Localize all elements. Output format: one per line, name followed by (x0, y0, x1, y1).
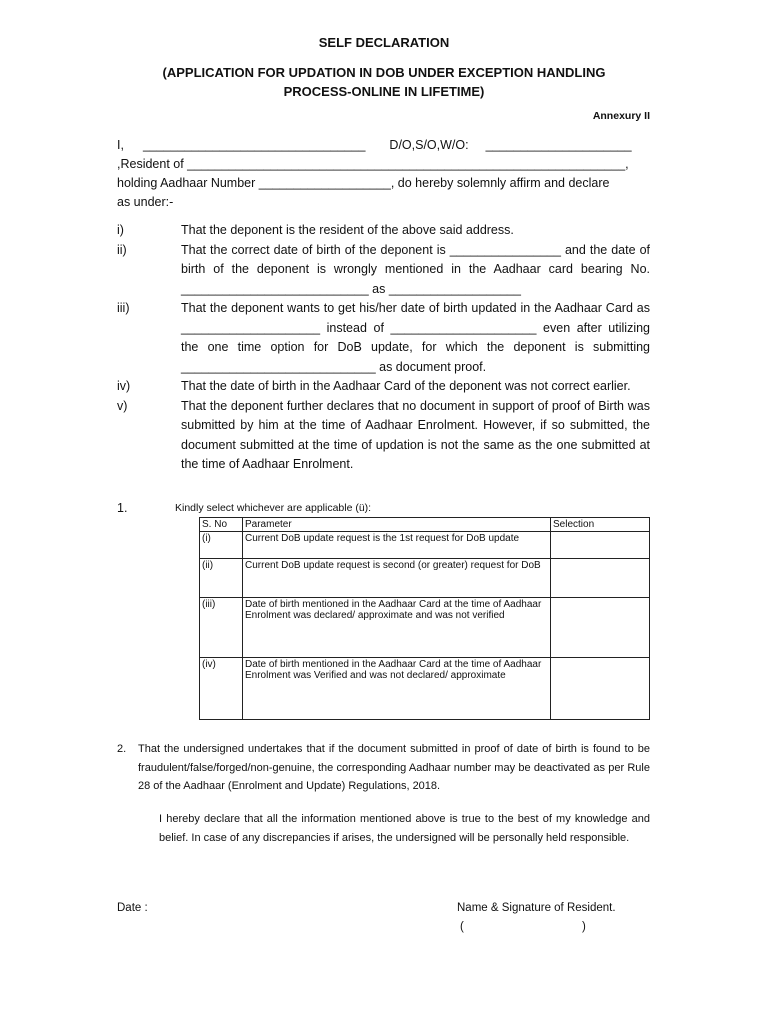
date-label: Date : (117, 902, 148, 914)
list-item (117, 221, 650, 241)
final-declaration: I hereby declare that all the information mentioned above is true to the best of my knowledge and belief. In case of any discrepancies if arises, the undersigned will be personally held responsible. (159, 813, 650, 844)
table-header-row (200, 518, 650, 532)
section-2-text: That the undersigned undertakes that if the document submitted in proof of date of birth is found to be fraudulent/false/forged/non-genuine, the corresponding Aadhaar number may be deactivated as per Rule 28 of the Aadhaar (Enrolment and Update) Regulations, 2018. (138, 743, 650, 792)
row-parameter: Current DoB update request is the 1st request for DoB update (243, 532, 551, 559)
intro-i: I, (117, 138, 124, 152)
header-sno: S. No (200, 518, 243, 532)
row-sno: (ii) (200, 559, 243, 598)
header-parameter: Parameter (243, 518, 551, 532)
selection-cell[interactable] (551, 559, 650, 598)
relation-blank: _____________________ (485, 138, 632, 152)
row-sno: (iv) (200, 658, 243, 720)
applicability-table (199, 517, 650, 720)
row-parameter: Date of birth mentioned in the Aadhaar Card at the time of Aadhaar Enrolment was Verified and was not declared/ approximate (243, 658, 551, 720)
list-item (117, 299, 650, 377)
table-row (200, 559, 650, 598)
relation-label: D/O,S/O,W/O: (389, 138, 469, 152)
name-blank: ________________________________ (142, 138, 366, 152)
list-item (117, 241, 650, 300)
row-sno: (iii) (200, 598, 243, 658)
table-caption: Kindly select whichever are applicable (ü): (175, 502, 372, 514)
page-title: SELF DECLARATION (318, 35, 450, 50)
section-1-number: 1. (117, 501, 128, 515)
item-number: v) (117, 398, 128, 413)
page-subtitle: (APPLICATION FOR UPDATION IN DOB UNDER EXCEPTION HANDLING PROCESS-ONLINE IN LIFETIME) (162, 65, 606, 99)
table-row (200, 532, 650, 559)
table-row (200, 658, 650, 720)
section-2 (117, 740, 650, 796)
intro-line-2: ,Resident of _______________________________________________________________, (117, 157, 629, 171)
selection-cell[interactable] (551, 658, 650, 720)
section-2-number: 2. (117, 743, 127, 755)
intro-line-4: as under:- (117, 195, 174, 209)
item-text: That the deponent further declares that no document in support of proof of Birth was submitted by him at the time of Aadhaar Enrolment. However, if so submitted, the document submitted at the time of updation is not the same as the one submitted at the time of Aadhaar Enrolment. (181, 398, 650, 471)
intro-line-1 (117, 136, 650, 155)
selection-cell[interactable] (551, 598, 650, 658)
item-text: That the deponent wants to get his/her date of birth updated in the Aadhaar Card as ____________________ instead of _____________________ even after utilizing the one time option for DoB update, for which the deponent is submitting ____________________________ as document proof. (181, 301, 650, 374)
header-selection: Selection (551, 518, 650, 532)
signature-label: Name & Signature of Resident. (457, 902, 616, 914)
row-parameter: Date of birth mentioned in the Aadhaar Card at the time of Aadhaar Enrolment was declared/ approximate and was not verified (243, 598, 551, 658)
item-number: iii) (117, 301, 130, 315)
item-text: That the date of birth in the Aadhaar Card of the deponent was not correct earlier. (181, 379, 631, 393)
declaration-items (117, 221, 650, 475)
row-sno: (i) (200, 532, 243, 559)
annexure-label: Annexury II (592, 110, 650, 122)
selection-cell[interactable] (551, 532, 650, 559)
intro-line-3: holding Aadhaar Number ___________________, do hereby solemnly affirm and declare (117, 176, 610, 190)
list-item (117, 397, 650, 475)
list-item (117, 377, 650, 397)
row-parameter: Current DoB update request is second (or greater) request for DoB (243, 559, 551, 598)
signature-placeholder: ( ) (460, 921, 586, 933)
table-row (200, 598, 650, 658)
item-number: ii) (117, 242, 127, 257)
item-text: That the correct date of birth of the deponent is ________________ and the date of birth of the deponent is wrongly mentioned in the Aadhaar card bearing No. ___________________________ as ___________________ (181, 242, 650, 296)
item-number: iv) (117, 379, 131, 393)
item-number: i) (117, 223, 124, 237)
item-text: That the deponent is the resident of the above said address. (181, 223, 514, 237)
